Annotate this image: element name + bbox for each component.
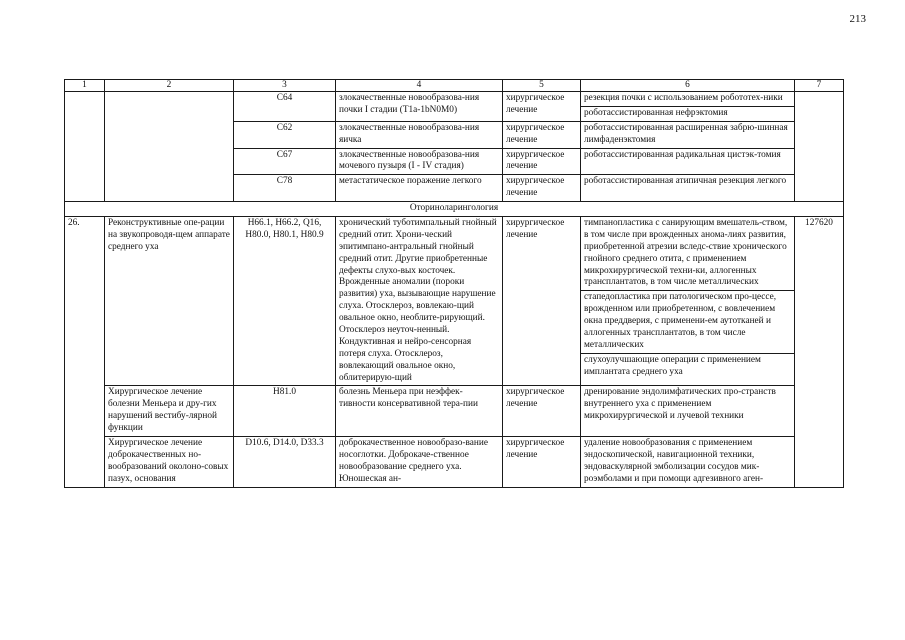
diagnosis-cell: доброкачественное новообразо-вание носоглотки. Доброкаче-ственное новообразование среднего уха. Юношеская ан- — [336, 437, 503, 488]
treatment-cell: хирургическое лечение — [503, 437, 581, 488]
method-item: слухоулучшающие операции с применением имплантата среднего уха — [581, 353, 794, 380]
table-row — [65, 92, 844, 122]
table-row — [65, 386, 844, 437]
method-item: тимпанопластика с санирующим вмешатель-ством, в том числе при врожденных анома-лиях развития, приобретенной атрезии вследс-ствие хронического гнойного среднего отита, с применением микрохирургической техни-ки, аллогенных трансплантатов, в том числе металлических — [584, 218, 788, 288]
group-name-cell: Хирургическое лечение болезни Меньера и дру-гих нарушений вестибу-лярной функции — [105, 386, 234, 437]
group-name-cell — [105, 175, 234, 202]
table-row — [65, 437, 844, 488]
price-cell — [795, 386, 844, 437]
number-cell — [65, 386, 105, 437]
price-cell — [795, 148, 844, 175]
method-cell: удаление новообразования с применением эндоскопической, навигационной техники, эндоваскулярной эмболизации сосудов мик-роэмболами и при помощи адгезивного аген- — [581, 437, 795, 488]
diagnosis-cell: злокачественные новообразова-ния мочевого пузыря (I - IV стадия) — [336, 148, 503, 175]
number-cell — [65, 121, 105, 148]
number-cell — [65, 175, 105, 202]
method-item: резекция почки с использованием робототех-ники — [584, 93, 783, 103]
method-cell — [581, 217, 795, 386]
group-name-cell: Реконструктивные опе-рации на звукопроводя-щем аппарате среднего уха — [105, 217, 234, 386]
treatment-cell: хирургическое лечение — [503, 92, 581, 122]
number-cell — [65, 437, 105, 488]
column-number-row — [65, 80, 844, 92]
group-name-cell — [105, 92, 234, 122]
group-name-cell — [105, 148, 234, 175]
column-number: 1 — [65, 80, 105, 92]
table-row — [65, 148, 844, 175]
price-cell — [795, 121, 844, 148]
price-cell — [795, 175, 844, 202]
treatment-cell: хирургическое лечение — [503, 121, 581, 148]
number-cell: 26. — [65, 217, 105, 386]
column-number: 5 — [503, 80, 581, 92]
number-cell — [65, 92, 105, 122]
method-cell: роботассистированная радикальная цистэк-томия — [581, 148, 795, 175]
code-cell: C64 — [234, 92, 336, 122]
code-cell: C78 — [234, 175, 336, 202]
method-item: роботассистированная нефрэктомия — [581, 106, 794, 121]
diagnosis-cell: злокачественные новообразова-ния почки I стадии (T1a-1bN0M0) — [336, 92, 503, 122]
table-row — [65, 217, 844, 386]
code-cell: D10.6, D14.0, D33.3 — [234, 437, 336, 488]
treatment-cell: хирургическое лечение — [503, 386, 581, 437]
column-number: 4 — [336, 80, 503, 92]
group-name-cell: Хирургическое лечение доброкачественных но-вообразований околоно-совых пазух, основания — [105, 437, 234, 488]
page-number: 213 — [849, 13, 866, 25]
diagnosis-cell: злокачественные новообразова-ния яичка — [336, 121, 503, 148]
diagnosis-cell: болезнь Меньера при неэффек-тивности консервативной тера-пии — [336, 386, 503, 437]
group-name-cell — [105, 121, 234, 148]
method-cell: роботассистированная атипичная резекция легкого — [581, 175, 795, 202]
section-row — [65, 202, 844, 217]
code-cell: C62 — [234, 121, 336, 148]
code-cell: H66.1, H66.2, Q16, H80.0, H80.1, H80.9 — [234, 217, 336, 386]
table-row — [65, 121, 844, 148]
treatment-cell: хирургическое лечение — [503, 175, 581, 202]
column-number: 3 — [234, 80, 336, 92]
table-row — [65, 175, 844, 202]
price-cell — [795, 92, 844, 122]
method-item: стапедопластика при патологическом про-цессе, врожденном или приобретенном, с вовлечением окна преддверия, с применени-ем аутотканей и аллогенных трансплантатов, в том числе металлических — [581, 290, 794, 352]
code-cell: C67 — [234, 148, 336, 175]
number-cell — [65, 148, 105, 175]
price-cell: 127620 — [795, 217, 844, 386]
column-number: 2 — [105, 80, 234, 92]
price-cell — [795, 437, 844, 488]
treatment-cell: хирургическое лечение — [503, 217, 581, 386]
column-number: 6 — [581, 80, 795, 92]
method-cell: роботассистированная расширенная забрю-шинная лимфаденэктомия — [581, 121, 795, 148]
method-cell — [581, 92, 795, 122]
method-cell: дренирование эндолимфатических про-странств внутреннего уха с применением микрохирургической и лучевой техники — [581, 386, 795, 437]
code-cell: H81.0 — [234, 386, 336, 437]
column-number: 7 — [795, 80, 844, 92]
treatment-cell: хирургическое лечение — [503, 148, 581, 175]
section-title: Оториноларингология — [65, 202, 844, 217]
procedures-table — [64, 79, 844, 488]
diagnosis-cell: хронический туботимпальный гнойный средний отит. Хрони-ческий эпитимпано-антральный гнойный средний отит. Другие приобретенные дефекты слухо-вых косточек. Врожденные аномалии (пороки развития) уха, вызывающие нарушение слуха. Отосклероз, вовлекаю-щий овальное окно, необлите-рирующий. Отосклероз неуточ-ненный. Кондуктивная и нейро-сенсорная потеря слуха. Отосклероз, вовлекающий овальное окно, облитерирую-щий — [336, 217, 503, 386]
diagnosis-cell: метастатическое поражение легкого — [336, 175, 503, 202]
